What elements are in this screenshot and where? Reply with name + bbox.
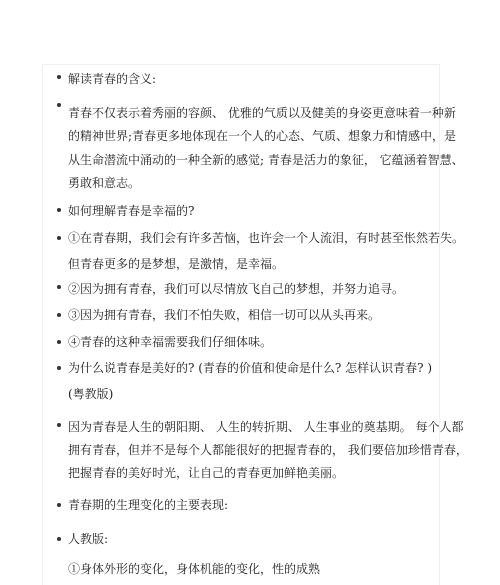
item-8-line-1: 为什么说青春是美好的? (青春的价值和使命是什么? 怎样认识青春? ) xyxy=(68,361,433,375)
item-9-line-3: 把握青春的美好时光，让自己的青春更加鲜艳美丽。 xyxy=(68,466,345,480)
bullet-marker xyxy=(57,75,61,79)
item-1-line-1: 解读青春的含义: xyxy=(68,72,157,86)
item-9-line-1: 因为青春是人生的朝阳期、 人生的转折期、 人生事业的奠基期。 每个人都 xyxy=(68,420,464,434)
bullet-marker xyxy=(57,285,61,289)
bullet-marker xyxy=(57,340,61,344)
item-3-line-1: 如何理解青春是幸福的? xyxy=(68,204,195,218)
item-6-line-1: ③因为拥有青春，我们不怕失败，相信一切可以从头再来。 xyxy=(68,308,381,322)
bullet-marker xyxy=(57,366,61,370)
item-4-line-1: ①在青春期，我们会有许多苦恼，也许会一个人流泪，有时甚至怅然若失。 xyxy=(68,231,465,245)
item-7-line-1: ④青春的这种幸福需要我们仔细体味。 xyxy=(68,335,273,349)
item-4-line-2: 但青春更多的是梦想，是激情，是幸福。 xyxy=(68,257,285,271)
bullet-marker xyxy=(57,208,61,212)
item-5-line-1: ②因为拥有青春，我们可以尽情放飞自己的梦想，并努力追寻。 xyxy=(68,282,405,296)
item-9-line-2: 拥有青春，但并不是每个人都能很好的把握青春的， 我们要倍加珍惜青春， xyxy=(68,443,468,457)
cutoff-line: ①身体外形的变化，身体机能的变化，性的成熟 xyxy=(68,562,321,576)
bullet-marker xyxy=(57,313,61,317)
item-10-line-1: 青春期的生理变化的主要表现: xyxy=(68,498,229,512)
bullet-marker xyxy=(57,503,61,507)
bullet-marker xyxy=(57,236,61,240)
item-8-line-2: (粤教版) xyxy=(68,387,114,401)
item-2-line-4: 勇敢和意志。 xyxy=(68,176,141,190)
bullet-marker xyxy=(57,537,61,541)
item-2-line-2: 的精神世界;青春更多地体现在一个人的心态、气质、想象力和情感中，是 xyxy=(68,129,457,143)
bullet-marker xyxy=(57,423,61,427)
item-2-line-3: 从生命潜流中涌动的一种全新的感觉; 青春是活力的象征， 它蕴涵着智慧、 xyxy=(68,153,464,167)
item-2-line-1: 青春不仅表示着秀丽的容颜、 优雅的气质以及健美的身姿更意味着一种新 xyxy=(68,106,456,120)
item-11-line-1: 人教版: xyxy=(68,532,109,546)
bullet-marker xyxy=(57,103,61,107)
